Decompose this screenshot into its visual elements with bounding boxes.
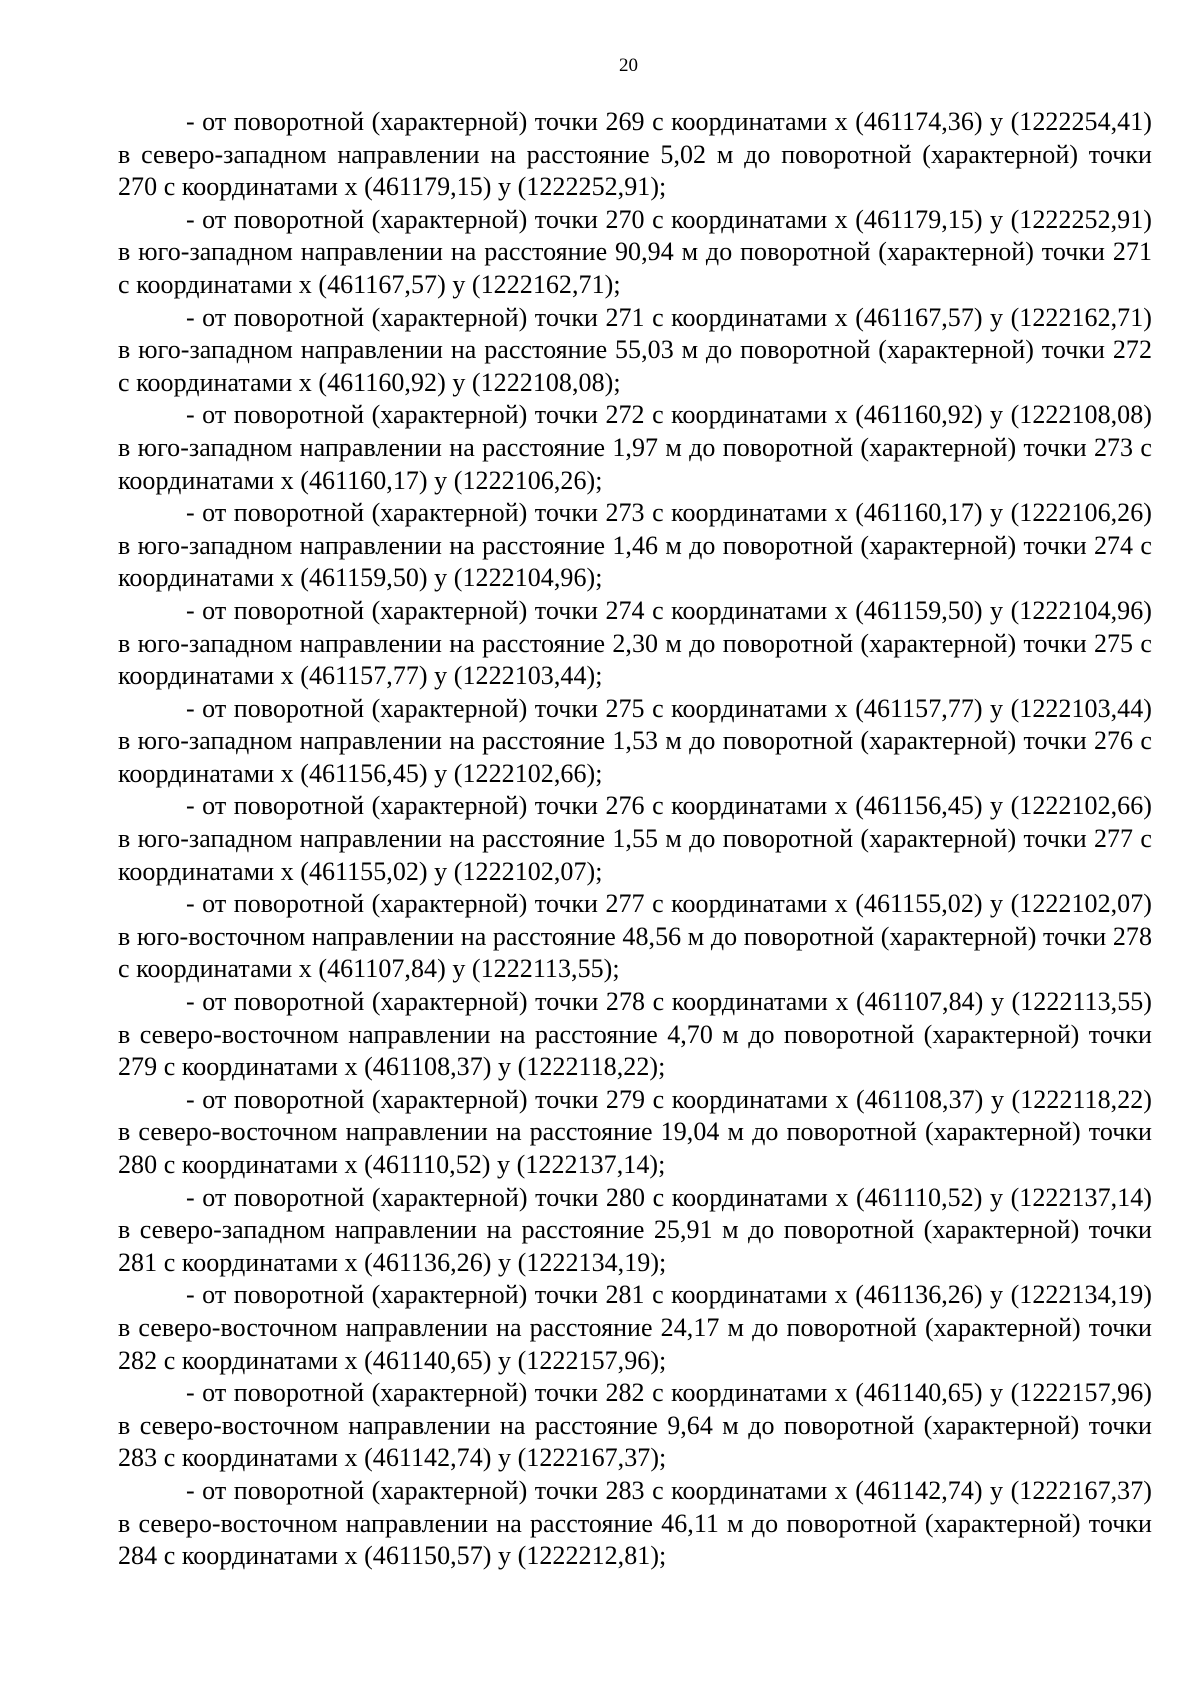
boundary-segment-paragraph: - от поворотной (характерной) точки 271 с координатами х (461167,57) у (1222162,71) в юго-западном направлении на расстояние 55,03 м до поворотной (характерной) точки 272 с координатами х (461160,92) у (1222108,08); xyxy=(118,302,1152,397)
boundary-segment-paragraph: - от поворотной (характерной) точки 283 с координатами х (461142,74) у (1222167,37) в северо-восточном направлении на расстояние 46,11 м до поворотной (характерной) точки 284 с координатами х (461150,57) у (1222212,81); xyxy=(118,1475,1152,1571)
boundary-segment-paragraph: - от поворотной (характерной) точки 276 с координатами х (461156,45) у (1222102,66) в юго-западном направлении на расстояние 1,55 м до поворотной (характерной) точки 277 с координатами х (461155,02) у (1222102,07); xyxy=(118,791,1152,886)
boundary-segment-paragraph: - от поворотной (характерной) точки 274 с координатами х (461159,50) у (1222104,96) в юго-западном направлении на расстояние 2,30 м до поворотной (характерной) точки 275 с координатами х (461157,77) у (1222103,44); xyxy=(118,595,1152,691)
boundary-segment-paragraph: - от поворотной (характерной) точки 277 с координатами х (461155,02) у (1222102,07) в юго-восточном направлении на расстояние 48,56 м до поворотной (характерной) точки 278 с координатами х (461107,84) у (1222113,55); xyxy=(118,889,1152,984)
boundary-segment-paragraph: - от поворотной (характерной) точки 278 с координатами х (461107,84) у (1222113,55) в северо-восточном направлении на расстояние 4,70 м до поворотной (характерной) точки 279 с координатами х (461108,37) у (1222118,22); xyxy=(118,987,1152,1082)
boundary-segment-paragraph: - от поворотной (характерной) точки 282 с координатами х (461140,65) у (1222157,96) в северо-восточном направлении на расстояние 9,64 м до поворотной (характерной) точки 283 с координатами х (461142,74) у (1222167,37); xyxy=(118,1378,1152,1473)
boundary-segment-paragraph: - от поворотной (характерной) точки 272 с координатами х (461160,92) у (1222108,08) в юго-западном направлении на расстояние 1,97 м до поворотной (характерной) точки 273 с координатами х (461160,17) у (1222106,26); xyxy=(118,400,1152,495)
boundary-segment-paragraph: - от поворотной (характерной) точки 275 с координатами х (461157,77) у (1222103,44) в юго-западном направлении на расстояние 1,53 м до поворотной (характерной) точки 276 с координатами х (461156,45) у (1222102,66); xyxy=(118,693,1152,788)
page-number: 20 xyxy=(619,55,638,76)
boundary-segment-paragraph: - от поворотной (характерной) точки 269 с координатами х (461174,36) у (1222254,41) в северо-западном направлении на расстояние 5,02 м до поворотной (характерной) точки 270 с координатами х (461179,15) у (1222252,91); xyxy=(118,107,1152,202)
boundary-segment-paragraph: - от поворотной (характерной) точки 273 с координатами х (461160,17) у (1222106,26) в юго-западном направлении на расстояние 1,46 м до поворотной (характерной) точки 274 с координатами х (461159,50) у (1222104,96); xyxy=(118,498,1152,593)
boundary-segment-paragraph: - от поворотной (характерной) точки 280 с координатами х (461110,52) у (1222137,14) в северо-западном направлении на расстояние 25,91 м до поворотной (характерной) точки 281 с координатами х (461136,26) у (1222134,19); xyxy=(118,1182,1152,1277)
document-body xyxy=(118,106,1152,1573)
boundary-segment-paragraph: - от поворотной (характерной) точки 279 с координатами х (461108,37) у (1222118,22) в северо-восточном направлении на расстояние 19,04 м до поворотной (характерной) точки 280 с координатами х (461110,52) у (1222137,14); xyxy=(118,1084,1152,1179)
boundary-segment-paragraph: - от поворотной (характерной) точки 270 с координатами х (461179,15) у (1222252,91) в юго-западном направлении на расстояние 90,94 м до поворотной (характерной) точки 271 с координатами х (461167,57) у (1222162,71); xyxy=(118,204,1152,299)
boundary-segment-paragraph: - от поворотной (характерной) точки 281 с координатами х (461136,26) у (1222134,19) в северо-восточном направлении на расстояние 24,17 м до поворотной (характерной) точки 282 с координатами х (461140,65) у (1222157,96); xyxy=(118,1280,1152,1375)
